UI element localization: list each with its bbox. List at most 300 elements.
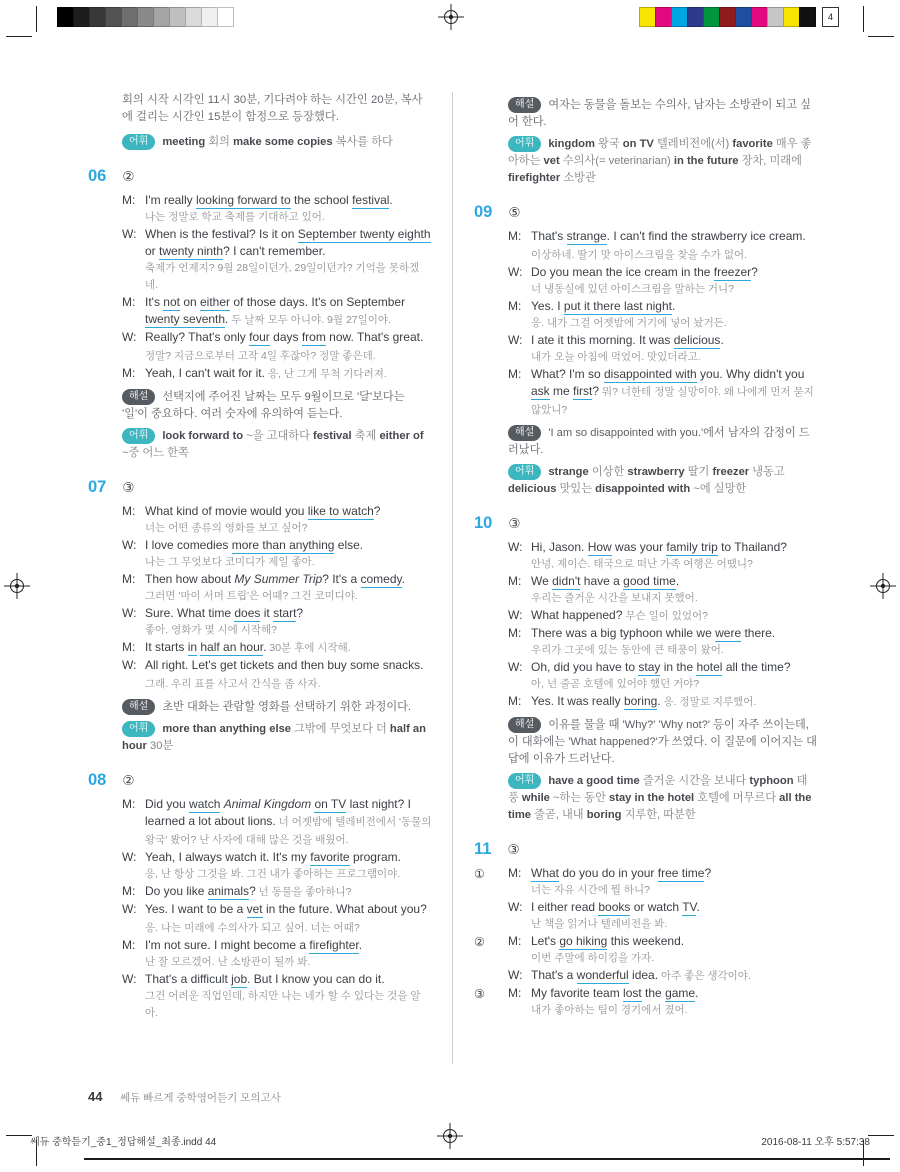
korean-translation: 우리가 그곳에 있는 동안에 큰 태풍이 왔어. — [531, 644, 724, 656]
translation-line — [508, 590, 818, 607]
text-run: there. — [741, 626, 776, 640]
speaker-label: W: — [122, 902, 137, 916]
answer-choice: ③ — [507, 842, 520, 857]
speaker-label: W: — [122, 538, 137, 552]
korean-translation: 응, 난 그게 무척 기다려져. — [264, 368, 387, 380]
speaker-label: W: — [122, 850, 137, 864]
text-run: That's a — [531, 968, 577, 982]
registration-mark-icon — [4, 573, 30, 599]
korean-translation: 내가 오늘 아침에 먹었어. 맛있더라고. — [531, 351, 701, 363]
color-swatch — [719, 7, 736, 27]
keyword-underlined: delicious — [673, 333, 721, 347]
speaker-spacer — [508, 1002, 531, 1019]
text-run: Yes. I — [531, 299, 564, 313]
text-run: Let's — [531, 934, 560, 948]
speaker-label: W: — [508, 608, 523, 622]
crop-mark-icon — [6, 1135, 32, 1136]
speaker-label: W: — [122, 227, 137, 241]
keyword-underlined: ask — [531, 384, 550, 398]
dialogue-line — [122, 571, 432, 588]
left-column — [88, 92, 432, 1028]
vocab-term: more than anything else — [162, 723, 292, 735]
crop-mark-icon — [6, 36, 32, 37]
dialogue-text — [145, 226, 432, 260]
vocab-term: look forward to — [162, 430, 244, 442]
text-run: My favorite team — [531, 986, 624, 1000]
crop-mark-icon — [868, 1135, 894, 1136]
keyword-underlined: twenty seventh — [145, 312, 226, 326]
dialogue-line — [122, 294, 432, 329]
speaker-spacer — [122, 554, 145, 571]
keyword-underlined: start — [273, 606, 297, 620]
explain-badge: 해설 — [122, 699, 155, 715]
keyword-underlined: game — [665, 986, 696, 1000]
dialogue-line — [508, 298, 818, 315]
speaker-label: M: — [508, 694, 522, 708]
keyword-underlined: job — [231, 972, 248, 986]
dialogue-text — [531, 366, 818, 419]
dialogue-text — [145, 937, 432, 954]
grayscale-swatch — [201, 7, 218, 27]
question-header — [474, 840, 818, 859]
text-run: days — [269, 330, 302, 344]
dialogue-block — [508, 539, 818, 711]
keyword-underlined: does — [234, 606, 261, 620]
vocab-term: kingdom — [548, 138, 595, 150]
explain-badge: 해설 — [508, 717, 541, 733]
grayscale-swatch — [185, 7, 202, 27]
vocab-badge: 어휘 — [122, 428, 155, 444]
explanation-text: 초반 대화는 관람할 영화를 선택하기 위한 과정이다. — [162, 701, 412, 713]
dialogue-text — [145, 192, 432, 209]
dialogue-line — [508, 659, 818, 676]
commentary-paragraph: 회의 시작 시각인 11시 30분, 기다려야 하는 시간인 20분, 복사에 걸리는 시간인 15분이 함정으로 등장했다. — [122, 94, 423, 123]
vocab-term: freezer — [712, 466, 750, 478]
dialogue-line — [508, 366, 818, 419]
dialogue-line — [508, 539, 818, 556]
grayscale-swatch — [105, 7, 122, 27]
color-swatch — [735, 7, 752, 27]
text-run: Oh, did you have to — [531, 660, 639, 674]
vocab-term: half an hour — [122, 723, 426, 752]
speaker-spacer — [508, 590, 531, 607]
answer-choice: ③ — [122, 480, 135, 495]
korean-translation: 나는 정말로 학교 축제를 기대하고 있어. — [145, 211, 325, 223]
keyword-underlined: put it there last night — [563, 299, 672, 313]
korean-translation: 두 날짜 모두 아니야. 9월 27일이야. — [228, 314, 391, 326]
text-run: Do you mean the ice cream in the — [531, 265, 714, 279]
text-run: ? I can't remember. — [223, 244, 326, 258]
text-run: . — [696, 900, 700, 914]
dialogue-text — [145, 796, 432, 849]
text-run: . — [720, 333, 724, 347]
dialogue-text — [145, 883, 432, 901]
keyword-underlined: How — [587, 540, 612, 554]
dialogue-line — [474, 985, 818, 1002]
text-run: or watch — [630, 900, 683, 914]
vocab-term: typhoon — [749, 775, 794, 787]
vocab-block — [122, 721, 432, 755]
vocab-term: make some copies — [233, 136, 333, 148]
text-run: ? — [592, 384, 600, 398]
korean-translation: 정말? 지금으로부터 고작 4일 후잖아? 정말 좋은데. — [145, 350, 376, 362]
translation-line — [508, 349, 818, 366]
dialogue-line — [122, 192, 432, 209]
text-run: have a — [580, 574, 624, 588]
text-run: 축제 — [351, 430, 380, 442]
italic-title: Animal Kingdom — [223, 797, 312, 811]
text-run: I either read — [531, 900, 599, 914]
text-run: It starts — [145, 640, 188, 654]
speaker-label: M: — [508, 934, 522, 948]
text-run: That's — [531, 229, 567, 243]
keyword-underlined: animals — [207, 884, 250, 898]
dialogue-block — [122, 796, 432, 1022]
text-run: 수의사(= veterinarian) — [559, 155, 674, 167]
vocab-term: have a good time — [548, 775, 640, 787]
speaker-label: M: — [508, 866, 522, 880]
korean-translation: 내가 좋아하는 팀이 경기에서 졌어. — [531, 1004, 688, 1016]
answer-choice: ② — [122, 773, 135, 788]
text-run: now. That's great. — [325, 330, 424, 344]
keyword-underlined: favorite — [310, 850, 350, 864]
text-run: . But I know you can do it. — [247, 972, 385, 986]
text-run: I'm really — [145, 193, 196, 207]
dialogue-block — [122, 503, 432, 693]
translation-line — [122, 954, 432, 971]
dialogue-line — [474, 865, 818, 882]
text-run: 장차, 미래에 — [738, 155, 802, 167]
keyword-underlined: in — [187, 640, 198, 654]
text-run: or — [145, 244, 160, 258]
keyword-underlined: lost — [623, 986, 642, 1000]
text-run: the — [641, 986, 666, 1000]
dialogue-text — [531, 625, 818, 642]
keyword-underlined: vet — [246, 902, 263, 916]
speaker-label: M: — [122, 640, 136, 654]
dialogue-line — [122, 503, 432, 520]
keyword-underlined: not — [163, 295, 180, 309]
speaker-label: W: — [508, 660, 523, 674]
vocab-term: vet — [543, 155, 560, 167]
text-run: 그밖에 무엇보다 더 — [291, 723, 390, 735]
speaker-spacer — [508, 556, 531, 573]
answer-choice: ③ — [508, 516, 521, 531]
explanation-block — [508, 97, 818, 131]
text-run: the school — [290, 193, 353, 207]
text-run: . — [225, 312, 229, 326]
text-run: 30분 — [146, 740, 174, 752]
italic-title: My Summer Trip — [234, 572, 323, 586]
vocab-term: in the future — [673, 155, 739, 167]
text-run: do you do in your — [559, 866, 658, 880]
text-run: 복사를 하다 — [332, 136, 393, 148]
dialogue-line — [122, 796, 432, 849]
speaker-label: W: — [508, 968, 523, 982]
text-run: 지루한, 따분한 — [621, 809, 696, 821]
keyword-underlined: twenty ninth — [159, 244, 224, 258]
dialogue-line — [122, 849, 432, 866]
text-run: What kind of movie would you — [145, 504, 308, 518]
explanation-block — [122, 389, 432, 423]
translation-line — [122, 866, 432, 883]
text-run: Yes. It was really — [531, 694, 624, 708]
speaker-label: M: — [508, 574, 522, 588]
korean-translation: 응. 내가 그걸 어젯밤에 거기에 넣어 놨거든. — [531, 317, 727, 329]
dialogue-line — [474, 933, 818, 950]
question-number: 09 — [474, 203, 493, 221]
speaker-label: M: — [508, 986, 522, 1000]
dialogue-block — [508, 228, 818, 419]
explanation-text: 선택지에 주어진 날짜는 모두 9월이므로 '달'보다는 '일'이 중요하다. 여러 숫자에 유의하여 듣는다. — [122, 391, 405, 420]
page-number: 44 — [88, 1089, 103, 1104]
korean-translation: 30분 후에 시작해. — [266, 642, 351, 654]
vocab-term: meeting — [162, 136, 206, 148]
speaker-spacer — [122, 209, 145, 226]
color-swatch — [799, 7, 816, 27]
crop-mark-icon — [36, 6, 37, 32]
keyword-underlined: free time — [657, 866, 705, 880]
korean-translation: 아, 넌 줄곧 호텔에 있어야 했던 거야? — [531, 678, 700, 690]
text-run: idea. — [628, 968, 659, 982]
explain-badge: 해설 — [508, 97, 541, 113]
dialogue-text — [531, 332, 818, 349]
dialogue-text — [531, 264, 818, 281]
speaker-spacer — [122, 260, 145, 294]
keyword-underlined: hotel — [696, 660, 723, 674]
dialogue-text — [531, 539, 818, 556]
text-run: . — [358, 938, 363, 952]
color-swatch — [751, 7, 768, 27]
translation-line — [122, 209, 432, 226]
korean-translation: 축제가 언제지? 9월 28일이던가, 29일이던가? 기억을 못하겠네. — [145, 262, 420, 291]
text-run: 즐거운 시간을 보내다 — [639, 775, 750, 787]
registration-mark-icon — [870, 573, 896, 599]
question-header — [88, 478, 432, 497]
grayscale-swatch — [169, 7, 186, 27]
text-run: Yeah, I can't wait for it. — [145, 366, 265, 380]
question-header — [88, 771, 432, 790]
keyword-underlined: freezer — [713, 265, 752, 279]
speaker-spacer — [122, 988, 145, 1022]
question-number: 06 — [88, 167, 107, 185]
speaker-label: M: — [508, 367, 522, 381]
text-run: 매우 좋아하는 — [508, 138, 812, 167]
text-run: ~중 어느 한쪽 — [122, 447, 189, 459]
question-number: 07 — [88, 478, 107, 496]
choice-number: ① — [474, 867, 485, 881]
text-run: . — [695, 986, 699, 1000]
dialogue-text — [531, 607, 818, 625]
vocab-block — [122, 134, 432, 151]
registration-mark-icon — [437, 1123, 463, 1149]
text-run: of those days. It's on September — [230, 295, 406, 309]
speaker-spacer — [508, 315, 531, 332]
korean-translation: 안녕, 제이슨. 태국으로 떠난 가족 여행은 어땠니? — [531, 558, 753, 570]
text-run: to Thailand? — [717, 540, 787, 554]
korean-translation: 너 어젯밤에 텔레비전에서 '동물의 왕국' 봤어? 난 사자에 대해 많은 것을 배웠어. — [145, 816, 432, 846]
korean-translation: 넌 동물을 좋아하니? — [255, 886, 352, 898]
keyword-underlined: What — [531, 866, 560, 880]
explain-badge: 해설 — [508, 425, 541, 441]
keyword-underlined: firefighter — [309, 938, 359, 952]
translation-line — [122, 520, 432, 537]
text-run: . — [675, 574, 680, 588]
keyword-underlined: more than anything — [231, 538, 335, 552]
grayscale-swatch — [121, 7, 138, 27]
text-run: Yes. I want to be a — [145, 902, 247, 916]
dialogue-text — [145, 294, 432, 329]
vocab-term: strawberry — [627, 466, 685, 478]
text-run: 왕국 — [594, 138, 623, 150]
text-run: me — [549, 384, 574, 398]
vocab-term: disappointed with — [595, 483, 691, 495]
dialogue-line — [122, 537, 432, 554]
choice-number: ③ — [474, 987, 485, 1001]
speaker-label: W: — [508, 900, 523, 914]
speaker-spacer — [508, 882, 531, 899]
text-run: 회의 — [205, 136, 234, 148]
keyword-underlined: stay — [638, 660, 661, 674]
speaker-label: W: — [508, 333, 523, 347]
text-run: Do you like — [145, 884, 208, 898]
text-run: ~하는 동안 — [549, 792, 609, 804]
text-run: program. — [349, 850, 401, 864]
translation-line — [122, 260, 432, 294]
dialogue-line — [122, 883, 432, 901]
text-run: you. Why didn't you — [696, 367, 805, 381]
text-run: ? It's a — [322, 572, 361, 586]
book-title: 쎄듀 빠르게 중학영어듣기 모의고사 — [119, 1092, 281, 1104]
keyword-underlined: festival — [352, 193, 390, 207]
dialogue-text — [531, 659, 818, 676]
keyword-underlined: didn't — [552, 574, 581, 588]
print-datetime: 2016-08-11 오후 5:57:38 — [761, 1137, 870, 1148]
vocab-term: on TV — [622, 138, 654, 150]
speaker-label: M: — [122, 366, 136, 380]
text-run: it — [260, 606, 274, 620]
korean-translation: 너 냉동실에 있던 아이스크림을 말하는 거니? — [531, 283, 734, 295]
translation-line — [508, 281, 818, 298]
korean-translation: 우리는 즐거운 시간을 보내지 못했어. — [531, 592, 698, 604]
speaker-label: M: — [122, 572, 136, 586]
speaker-label: M: — [122, 797, 136, 811]
text-run: There was a big typhoon while we — [531, 626, 716, 640]
text-run: What? I'm so — [531, 367, 604, 381]
keyword-underlined: books — [598, 900, 631, 914]
dialogue-line — [508, 228, 818, 264]
speaker-spacer — [508, 950, 531, 967]
vocab-block — [508, 464, 818, 498]
text-run: We — [531, 574, 553, 588]
text-run: 딸기 — [684, 466, 713, 478]
grayscale-swatch — [89, 7, 106, 27]
dialogue-line — [508, 607, 818, 625]
vocab-term: strange — [548, 466, 589, 478]
korean-translation: 무슨 일이 있었어? — [622, 610, 708, 622]
speaker-label: W: — [122, 658, 137, 672]
text-run: All right. Let's get tickets and then buy some snacks. — [145, 658, 424, 672]
korean-translation: 나는 그 무엇보다 코미디가 제일 좋아. — [145, 556, 315, 568]
keyword-underlined: half an hour — [200, 640, 264, 654]
text-run: I love comedies — [145, 538, 232, 552]
text-run: 냉동고 — [749, 466, 785, 478]
translation-line — [508, 642, 818, 659]
dialogue-line — [122, 901, 432, 937]
text-run: on — [179, 295, 200, 309]
dialogue-text — [531, 573, 818, 590]
color-swatch — [639, 7, 656, 27]
dialogue-text — [145, 365, 432, 383]
grayscale-swatch — [217, 7, 234, 27]
text-run: . I can't find the strawberry ice cream. — [606, 229, 806, 243]
text-run: Really? That's only — [145, 330, 250, 344]
dialogue-line — [122, 657, 432, 693]
text-run: Sure. What time — [145, 606, 235, 620]
speaker-label: W: — [122, 606, 137, 620]
dialogue-text — [145, 571, 432, 588]
korean-translation: 아주 좋은 생각이야. — [658, 970, 751, 982]
vocab-term: all the time — [508, 792, 812, 821]
dialogue-text — [531, 933, 818, 950]
text-run: 텔레비전에(서) — [653, 138, 733, 150]
text-run: I ate it this morning. It was — [531, 333, 674, 347]
text-run: in the — [660, 660, 697, 674]
keyword-underlined: like to watch — [307, 504, 374, 518]
keyword-underlined: on TV — [314, 797, 347, 811]
dialogue-text — [145, 329, 432, 365]
vocab-badge: 어휘 — [508, 773, 541, 789]
question-number: 10 — [474, 514, 493, 532]
vocab-term: firefighter — [508, 172, 561, 184]
dialogue-block — [122, 192, 432, 383]
dialogue-text — [145, 503, 432, 520]
speaker-label: M: — [122, 295, 136, 309]
text-run: When is the festival? Is it on — [145, 227, 298, 241]
dialogue-line — [508, 264, 818, 281]
keyword-underlined: good time — [623, 574, 676, 588]
vocab-badge: 어휘 — [508, 136, 541, 152]
dialogue-line — [122, 937, 432, 954]
text-run: ~을 고대하다 — [243, 430, 314, 442]
signature-box: 4 — [822, 7, 839, 27]
explanation-text: 여자는 동물을 돌보는 수의사, 남자는 소방관이 되고 싶어 한다. — [508, 99, 811, 128]
grayscale-swatch — [73, 7, 90, 27]
vocab-term: festival — [313, 430, 352, 442]
dialogue-line — [122, 605, 432, 622]
korean-translation: 이상하네. 딸기 맛 아이스크림을 찾을 수가 없어. — [531, 249, 748, 261]
dialogue-block — [474, 865, 818, 1019]
speaker-spacer — [508, 676, 531, 693]
text-run: . — [263, 640, 267, 654]
vocab-term: favorite — [732, 138, 773, 150]
korean-translation: 너는 자유 시간에 뭘 하니? — [531, 884, 650, 896]
speaker-label: M: — [508, 229, 522, 243]
keyword-underlined: comedy — [360, 572, 402, 586]
translation-line — [122, 588, 432, 605]
korean-translation: 이번 주말에 하이킹을 가자. — [531, 952, 655, 964]
text-run: Then how about — [145, 572, 235, 586]
trim-line — [84, 1158, 890, 1160]
speaker-label: W: — [122, 972, 137, 986]
content-area — [88, 92, 818, 1028]
color-swatch — [783, 7, 800, 27]
speaker-label: M: — [122, 884, 136, 898]
translation-line — [508, 676, 818, 693]
dialogue-line — [122, 365, 432, 383]
keyword-underlined: go hiking — [559, 934, 608, 948]
dialogue-text — [145, 849, 432, 866]
